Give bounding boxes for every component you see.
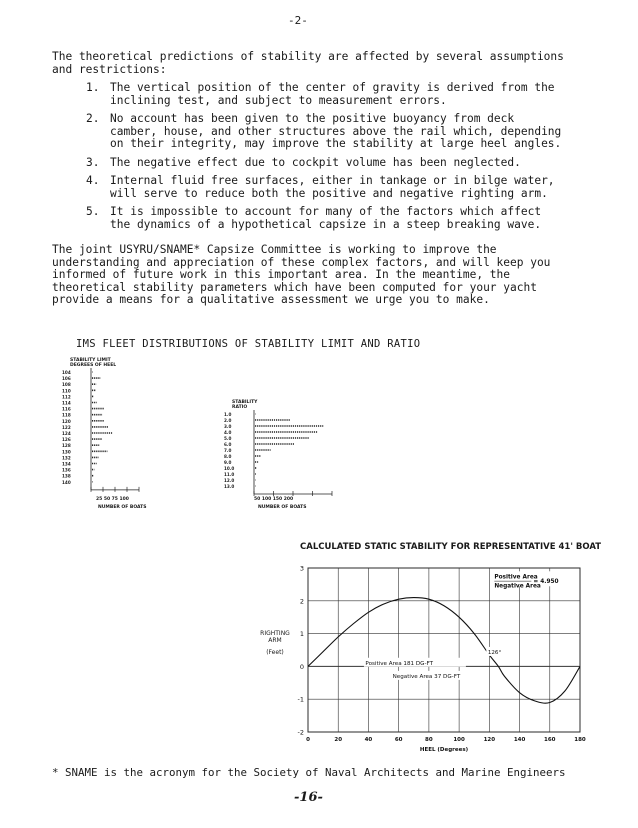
intro-text: The theoretical predictions of stability are affected by several assumptions and restrictions: [52, 50, 564, 76]
hist1-x-label: NUMBER OF BOATS [98, 505, 147, 510]
ratio-denominator: Negative Area [494, 583, 541, 590]
h1-category-label: 116 [62, 406, 71, 412]
y-tick-label: 0 [299, 662, 304, 671]
footnote: * SNAME is the acronym for the Society of Naval Architects and Marine Engineers [52, 766, 566, 779]
h1-category-label: 124 [62, 431, 71, 436]
section-title: IMS FLEET DISTRIBUTIONS OF STABILITY LIMIT AND RATIO [76, 338, 421, 350]
h2-category-label: 12.0 [224, 478, 235, 483]
x-tick-label: 120 [483, 737, 496, 743]
hist1-x-ticks: 25 50 75 100 [96, 497, 129, 502]
h2-category-label: 11.0 [224, 472, 235, 477]
x-tick-label: 180 [574, 737, 586, 743]
y-tick-label: 2 [299, 597, 304, 606]
h2-category-label: 10.0 [224, 466, 235, 471]
h1-category-label: 130 [62, 449, 71, 455]
x-tick-label: 40 [364, 737, 373, 743]
h1-category-label: 140 [62, 479, 71, 485]
h2-category-label: 8.0 [224, 454, 232, 459]
x-tick-label: 0 [306, 737, 310, 743]
h1-category-label: 138 [62, 473, 71, 479]
committee-paragraph: The joint USYRU/SNAME* Capsize Committee is working to improve the understanding and appreciation of these complex factors, and will keep you informed of future work in this important area. In the meantime, the theoretical stability parameters which have been computed for your yacht provide a means for a qualitative assessment we urge you to make. [52, 243, 551, 306]
x-tick-label: 60 [394, 737, 403, 743]
negative-area-label: Negative Area 37 DG-FT [392, 673, 461, 680]
x-tick-label: 20 [334, 737, 343, 743]
list-item: 2. No account has been given to the positive buoyancy from deck camber, house, and other structures above the rail which, depending on their integrity, may improve the stability at large heel angles. [86, 112, 562, 150]
positive-area-label: Positive Area 181 DG-FT [365, 660, 434, 667]
y-tick-label: 3 [299, 564, 304, 573]
hist2-x-label: NUMBER OF BOATS [258, 505, 307, 510]
h1-category-label: 136 [62, 467, 71, 473]
ratio-value: = 4.950 [533, 578, 559, 585]
h1-category-label: 114 [62, 400, 71, 406]
x-tick-label: 80 [425, 737, 433, 743]
plot-frame [308, 568, 580, 732]
h1-category-label: 120 [62, 418, 71, 424]
h1-category-label: 126 [62, 437, 71, 443]
stability-curve-chart [290, 556, 590, 756]
limit-angle-label: 126° [487, 649, 502, 656]
y-tick-label: -2 [297, 728, 304, 737]
page-number-top: -2- [288, 14, 308, 27]
h1-category-label: 106 [62, 376, 71, 382]
list-item: 4. Internal fluid free surfaces, either in tankage or in bilge water, will serve to reduce both the positive and negative righting arm. [86, 174, 555, 200]
hist1-chart [60, 368, 160, 498]
y-tick-label: 1 [299, 630, 304, 639]
h1-category-label: 128 [62, 443, 71, 449]
h2-category-label: 4.0 [224, 430, 232, 435]
h1-category-label: 118 [62, 412, 71, 418]
x-tick-label: 140 [513, 737, 526, 743]
hist1-label: STABILITY LIMIT DEGREES OF HEEL [70, 358, 117, 368]
list-item: 5. It is impossible to account for many of the factors which affect the dynamics of a hypothetical capsize in a steep breaking wave. [86, 205, 542, 231]
x-tick-label: 100 [453, 737, 465, 743]
h1-category-label: 110 [62, 388, 71, 394]
h1-category-label: 122 [62, 424, 71, 430]
x-axis-label: HEEL (Degrees) [419, 747, 469, 753]
h2-category-label: 2.0 [224, 418, 232, 423]
y-tick-label: -1 [297, 695, 304, 704]
righting-arm-curve [308, 598, 580, 704]
h2-category-label: 9.0 [224, 460, 232, 465]
h2-category-label: 13.0 [224, 484, 235, 489]
h1-category-label: 104 [62, 370, 71, 375]
h2-category-label: 7.0 [224, 448, 232, 453]
y-axis-label: RIGHTING ARM (Feet) [260, 630, 290, 656]
hist2-x-ticks: 50 100 150 200 [254, 497, 294, 502]
x-tick-label: 160 [544, 737, 556, 743]
list-item: 3. The negative effect due to cockpit volume has been neglected. [86, 155, 521, 169]
page-number-bottom: -16- [294, 790, 323, 805]
assumption-list [86, 82, 566, 237]
h1-category-label: 112 [62, 394, 71, 400]
h1-category-label: 134 [62, 461, 71, 467]
list-item: 1. The vertical position of the center of gravity is derived from the inclining test, and subject to measurement errors. [86, 81, 555, 107]
chart-title: CALCULATED STATIC STABILITY FOR REPRESENTATIVE 41' BOAT [300, 542, 602, 552]
h2-category-label: 5.0 [224, 436, 232, 441]
h2-category-label: 3.0 [224, 424, 232, 429]
h2-category-label: 1.0 [224, 412, 232, 417]
hist2-chart [222, 410, 342, 496]
h1-category-label: 132 [62, 455, 71, 461]
ratio-numerator: Positive Area [494, 574, 538, 581]
h1-category-label: 108 [62, 382, 71, 388]
hist2-label: STABILITY RATIO [232, 400, 258, 410]
h2-category-label: 6.0 [224, 442, 232, 447]
